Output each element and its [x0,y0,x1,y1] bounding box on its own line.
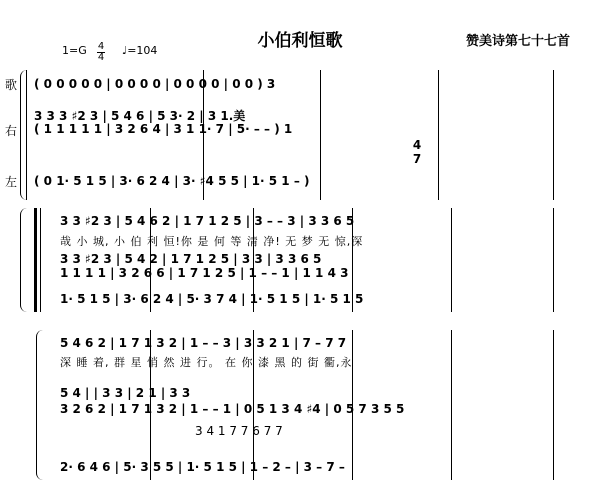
left-hand-label: 左 [5,175,18,189]
system3-right-lower: 3 2 6 2 | 1 7 1 3 2 | 1 – – 1 | 0 5 1 3 4 ♯4 | 0 5 7 3 5 5 [60,402,405,416]
repeat-start-line [34,208,37,312]
voice-label: 歌 [5,78,18,92]
system1-right-lower: ( 1 1 1 1 1 | 3 2 6 4 | 3 1 1· 7 | 5· – – ) 1 [34,122,293,136]
system3-lyric: 深 睡 着, 群 星 悄 然 进 行。 在 你 漆 黑 的 街 衢,永 [60,356,353,369]
system3-right-upper: 5 4 | | 3 3 | 2 1 | 3 3 [60,386,191,400]
system1-voice-line: ( 0 0 0 0 0 | 0 0 0 0 | 0 0 0 0 | 0 0 ) 3 [34,77,276,91]
system2-voice-line: 3 3 ♯2 3 | 5 4 6 2 | 1 7 1 2 5 | 3 – – 3 | 3 3 6 5 [60,214,355,228]
system2-right-upper: 3 3 ♯2 3 | 5 4 2 | 1 7 1 2 5 | 3 3 | 3 3 6 5 [60,252,322,266]
system3-voice-line: 5 4 6 2 | 1 7 1 3 2 | 1 – – 3 | 3 3 2 1 | 7 – 7 7 [60,336,347,350]
hymn-number: 赞美诗第七十七首 [465,34,570,49]
barline [553,208,554,312]
barline [451,208,452,312]
barline [553,330,554,480]
tempo-marking: ♩=104 [122,44,158,57]
system1-left-line: ( 0 1· 5 1 5 | 3· 6 2 4 | 3· ♯4 5 5 | 1· 5 1 – ) [34,174,310,188]
key-signature: 1=G [62,44,87,57]
barline [320,70,321,200]
barline [451,330,452,480]
page-title: 小伯利恒歌 [257,31,343,51]
time-signature: $\frac{4}{4}$ [97,41,105,63]
system1-right-upper: 3 3 3 ♯2 3 | 5 4 6 | 5 3· 2 | 3 1.美 [34,109,246,123]
system1-right-extra: 4 7 [412,138,422,166]
system2-brace [20,208,27,312]
barline [438,70,439,200]
barline [553,70,554,200]
system3-brace [36,330,43,480]
system2-left-line: 1· 5 1 5 | 3· 6 2 4 | 5· 3 7 4 | 1· 5 1 5 | 1· 5 1 5 [60,292,364,306]
system3-left-line: 2· 6 4 6 | 5· 3 5 5 | 1· 5 1 5 | 1 – 2 – | 3 – 7 – [60,460,345,474]
repeat-start-thin-line [40,208,41,312]
system1-start-line [26,70,27,200]
system2-lyric: 哉 小 城, 小 伯 利 恒!你 是 何 等 清 净! 无 梦 无 惊,深 [60,235,364,248]
system3-right-extra: 3 4 1 7 7 6 7 7 [195,424,283,438]
right-hand-label: 右 [5,124,18,138]
system2-right-lower: 1 1 1 1 | 3 2 6 6 | 1 7 1 2 5 | 1 – – 1 | 1 1 4 3 [60,266,349,280]
